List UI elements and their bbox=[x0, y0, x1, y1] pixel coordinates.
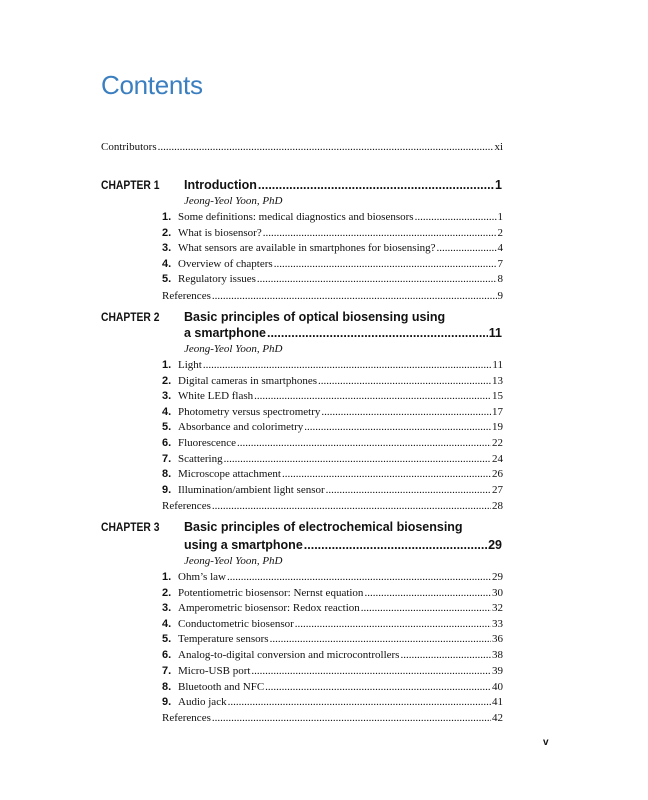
section-title: Scattering bbox=[178, 453, 223, 465]
section-title: Bluetooth and NFC bbox=[178, 681, 265, 693]
chapter-label: CHAPTER 1 bbox=[101, 178, 160, 192]
section-page: 30 bbox=[492, 587, 503, 599]
dot-leader bbox=[203, 358, 492, 372]
section-number: 7. bbox=[162, 453, 172, 465]
section-title: Regulatory issues bbox=[178, 273, 256, 285]
chapter-title-text: Introduction bbox=[184, 178, 257, 192]
section-page: 7 bbox=[497, 258, 503, 270]
toc-section[interactable] bbox=[162, 467, 503, 481]
dot-leader bbox=[318, 374, 491, 388]
section-page: 22 bbox=[492, 437, 503, 449]
section-title: What is biosensor? bbox=[178, 227, 262, 239]
toc-section[interactable] bbox=[162, 695, 503, 709]
dot-leader bbox=[227, 570, 491, 584]
dot-leader bbox=[257, 272, 497, 286]
chapter-author: Jeong-Yeol Yoon, PhD bbox=[184, 555, 283, 567]
section-page: 8 bbox=[497, 273, 503, 285]
toc-section[interactable] bbox=[162, 241, 503, 255]
section-title: Fluorescence bbox=[178, 437, 237, 449]
section-page: 1 bbox=[497, 211, 503, 223]
dot-leader bbox=[263, 226, 497, 240]
section-page: 32 bbox=[492, 602, 503, 614]
chapter-label: CHAPTER 2 bbox=[101, 310, 160, 324]
dot-leader bbox=[415, 210, 497, 224]
references-page: 28 bbox=[492, 500, 503, 512]
chapter-title-line1[interactable]: Basic principles of optical biosensing using bbox=[184, 310, 446, 324]
references-label: References bbox=[162, 500, 211, 512]
toc-section[interactable] bbox=[162, 374, 503, 388]
chapter-title-text: using a smartphone bbox=[184, 538, 303, 552]
section-number: 3. bbox=[162, 602, 172, 614]
toc-section[interactable] bbox=[162, 389, 503, 403]
dot-leader bbox=[295, 617, 491, 631]
toc-section[interactable] bbox=[162, 570, 503, 584]
dot-leader bbox=[282, 467, 491, 481]
dot-leader bbox=[224, 452, 491, 466]
dot-leader bbox=[258, 178, 494, 192]
dot-leader bbox=[254, 389, 491, 403]
section-number: 4. bbox=[162, 258, 172, 270]
dot-leader bbox=[326, 483, 491, 497]
chapter-title[interactable] bbox=[184, 538, 502, 552]
chapter-label: CHAPTER 3 bbox=[101, 520, 160, 534]
section-page: 11 bbox=[492, 359, 503, 371]
section-number: 2. bbox=[162, 587, 172, 599]
chapter-author: Jeong-Yeol Yoon, PhD bbox=[184, 343, 283, 355]
section-page: 40 bbox=[492, 681, 503, 693]
section-title: Light bbox=[178, 359, 202, 371]
section-number: 5. bbox=[162, 633, 172, 645]
dot-leader bbox=[212, 711, 491, 725]
section-number: 2. bbox=[162, 227, 172, 239]
dot-leader bbox=[437, 241, 497, 255]
chapter-title[interactable] bbox=[184, 178, 502, 192]
section-number: 1. bbox=[162, 211, 172, 223]
dot-leader bbox=[251, 664, 491, 678]
section-title: Ohm’s law bbox=[178, 571, 226, 583]
section-title: White LED flash bbox=[178, 390, 254, 402]
section-number: 8. bbox=[162, 468, 172, 480]
section-number: 9. bbox=[162, 696, 172, 708]
section-number: 7. bbox=[162, 665, 172, 677]
section-number: 3. bbox=[162, 390, 172, 402]
chapter-title-text: a smartphone bbox=[184, 326, 266, 340]
page-number: v bbox=[543, 737, 549, 748]
references-page: 42 bbox=[492, 712, 503, 724]
section-title: Microscope attachment bbox=[178, 468, 281, 480]
dot-leader bbox=[267, 326, 488, 340]
dot-leader bbox=[364, 586, 491, 600]
dot-leader bbox=[237, 436, 491, 450]
section-page: 26 bbox=[492, 468, 503, 480]
dot-leader bbox=[212, 289, 497, 303]
dot-leader bbox=[321, 405, 491, 419]
dot-leader bbox=[228, 695, 491, 709]
toc-section[interactable] bbox=[162, 586, 503, 600]
section-number: 4. bbox=[162, 618, 172, 630]
chapter-page: 29 bbox=[488, 538, 502, 552]
dot-leader bbox=[361, 601, 491, 615]
chapter-title[interactable] bbox=[184, 326, 502, 340]
references-label: References bbox=[162, 290, 211, 302]
section-page: 17 bbox=[492, 406, 503, 418]
toc-entry-contributors[interactable] bbox=[101, 140, 503, 154]
section-title: Photometry versus spectrometry bbox=[178, 406, 321, 418]
toc-section[interactable] bbox=[162, 648, 503, 662]
toc-section[interactable] bbox=[162, 452, 503, 466]
references-label: References bbox=[162, 712, 211, 724]
section-title: Analog-to-digital conversion and microcontrollers bbox=[178, 649, 400, 661]
section-title: What sensors are available in smartphones for biosensing? bbox=[178, 242, 436, 254]
dot-leader bbox=[212, 499, 491, 513]
section-page: 2 bbox=[497, 227, 503, 239]
section-number: 2. bbox=[162, 375, 172, 387]
toc-section[interactable] bbox=[162, 210, 503, 224]
section-number: 5. bbox=[162, 421, 172, 433]
toc-section[interactable] bbox=[162, 601, 503, 615]
section-page: 38 bbox=[492, 649, 503, 661]
references-page: 9 bbox=[497, 290, 503, 302]
section-number: 8. bbox=[162, 681, 172, 693]
section-page: 4 bbox=[497, 242, 503, 254]
section-number: 1. bbox=[162, 571, 172, 583]
section-title: Conductometric biosensor bbox=[178, 618, 294, 630]
chapter-page: 11 bbox=[488, 326, 502, 340]
toc-references[interactable] bbox=[162, 289, 503, 303]
section-title: Digital cameras in smartphones bbox=[178, 375, 317, 387]
section-title: Illumination/ambient light sensor bbox=[178, 484, 325, 496]
section-number: 3. bbox=[162, 242, 172, 254]
section-title: Audio jack bbox=[178, 696, 227, 708]
section-number: 5. bbox=[162, 273, 172, 285]
section-title: Potentiometric biosensor: Nernst equation bbox=[178, 587, 364, 599]
page-title: Contents bbox=[101, 70, 203, 100]
dot-leader bbox=[304, 420, 491, 434]
section-title: Overview of chapters bbox=[178, 258, 273, 270]
toc-section[interactable] bbox=[162, 632, 503, 646]
section-number: 4. bbox=[162, 406, 172, 418]
section-title: Temperature sensors bbox=[178, 633, 269, 645]
toc-section[interactable] bbox=[162, 617, 503, 631]
toc-entry-label: Contributors bbox=[101, 141, 157, 153]
section-title: Absorbance and colorimetry bbox=[178, 421, 304, 433]
section-page: 24 bbox=[492, 453, 503, 465]
section-page: 19 bbox=[492, 421, 503, 433]
section-page: 13 bbox=[492, 375, 503, 387]
toc-references[interactable] bbox=[162, 711, 503, 725]
section-title: Micro-USB port bbox=[178, 665, 251, 677]
chapter-title-line1[interactable]: Basic principles of electrochemical biosensing bbox=[184, 520, 463, 534]
toc-section[interactable] bbox=[162, 664, 503, 678]
section-page: 15 bbox=[492, 390, 503, 402]
toc-references[interactable] bbox=[162, 499, 503, 513]
toc-entry-page: xi bbox=[494, 141, 503, 153]
toc-section[interactable] bbox=[162, 405, 503, 419]
section-number: 6. bbox=[162, 437, 172, 449]
section-page: 39 bbox=[492, 665, 503, 677]
toc-section[interactable] bbox=[162, 226, 503, 240]
toc-section[interactable] bbox=[162, 257, 503, 271]
section-page: 33 bbox=[492, 618, 503, 630]
toc-section[interactable] bbox=[162, 483, 503, 497]
section-page: 41 bbox=[492, 696, 503, 708]
chapter-page: 1 bbox=[495, 178, 502, 192]
toc-section[interactable] bbox=[162, 358, 503, 372]
toc-section[interactable] bbox=[162, 680, 503, 694]
section-page: 27 bbox=[492, 484, 503, 496]
section-number: 1. bbox=[162, 359, 172, 371]
chapter-author: Jeong-Yeol Yoon, PhD bbox=[184, 195, 283, 207]
dot-leader bbox=[304, 538, 487, 552]
dot-leader bbox=[265, 680, 491, 694]
dot-leader bbox=[270, 632, 491, 646]
section-page: 29 bbox=[492, 571, 503, 583]
toc-section[interactable] bbox=[162, 272, 503, 286]
section-title: Some definitions: medical diagnostics and biosensors bbox=[178, 211, 414, 223]
section-title: Amperometric biosensor: Redox reaction bbox=[178, 602, 360, 614]
toc-section[interactable] bbox=[162, 420, 503, 434]
dot-leader bbox=[274, 257, 497, 271]
section-number: 6. bbox=[162, 649, 172, 661]
section-number: 9. bbox=[162, 484, 172, 496]
section-page: 36 bbox=[492, 633, 503, 645]
dot-leader bbox=[158, 140, 494, 154]
toc-section[interactable] bbox=[162, 436, 503, 450]
dot-leader bbox=[400, 648, 491, 662]
